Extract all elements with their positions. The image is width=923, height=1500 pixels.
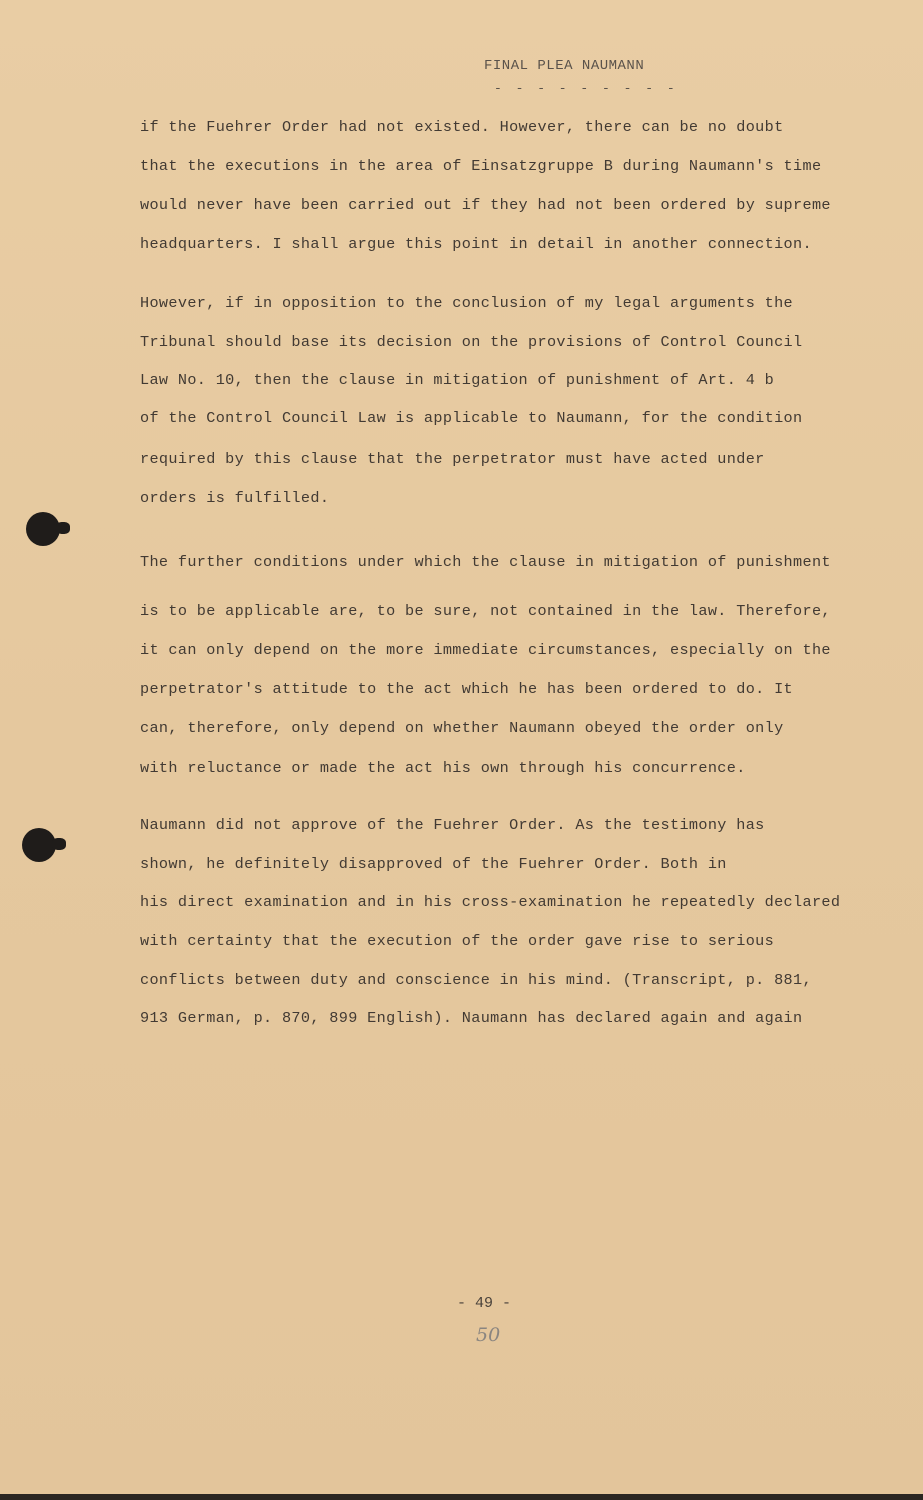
text-line: that the executions in the area of Einsatzgruppe B during Naumann's time [140, 157, 822, 175]
text-line: perpetrator's attitude to the act which he has been ordered to do. It [140, 680, 794, 698]
punch-hole-mark [22, 828, 56, 862]
text-line: Law No. 10, then the clause in mitigation of punishment of Art. 4 b [140, 371, 775, 389]
text-line: Naumann did not approve of the Fuehrer Order. As the testimony has [140, 816, 765, 834]
text-line: conflicts between duty and conscience in his mind. (Transcript, p. 881, [140, 971, 812, 989]
document-header: FINAL PLEA NAUMANN [484, 58, 645, 74]
text-line: 913 German, p. 870, 899 English). Naumann has declared again and again [140, 1009, 803, 1027]
text-line: with certainty that the execution of the order gave rise to serious [140, 932, 775, 950]
text-line: with reluctance or made the act his own through his concurrence. [140, 759, 746, 777]
text-line: However, if in opposition to the conclusion of my legal arguments the [140, 294, 794, 312]
text-line: of the Control Council Law is applicable to Naumann, for the condition [140, 409, 803, 427]
text-line: is to be applicable are, to be sure, not contained in the law. Therefore, [140, 602, 831, 620]
text-line: orders is fulfilled. [140, 489, 330, 507]
handwritten-page-number: 50 [476, 1324, 501, 1346]
scan-edge [0, 1494, 923, 1500]
punch-hole-mark [26, 512, 60, 546]
page-number: - 49 - [457, 1295, 512, 1312]
text-line: shown, he definitely disapproved of the Fuehrer Order. Both in [140, 855, 727, 873]
text-line: would never have been carried out if they had not been ordered by supreme [140, 196, 831, 214]
text-line: it can only depend on the more immediate circumstances, especially on the [140, 641, 831, 659]
text-line: Tribunal should base its decision on the provisions of Control Council [140, 333, 803, 351]
text-line: required by this clause that the perpetrator must have acted under [140, 450, 765, 468]
text-line: his direct examination and in his cross-examination he repeatedly declared [140, 893, 841, 911]
text-line: if the Fuehrer Order had not existed. However, there can be no doubt [140, 118, 784, 136]
text-line: can, therefore, only depend on whether Naumann obeyed the order only [140, 719, 784, 737]
header-underline: - - - - - - - - - [494, 81, 678, 96]
text-line: The further conditions under which the clause in mitigation of punishment [140, 553, 831, 571]
text-line: headquarters. I shall argue this point in detail in another connection. [140, 235, 812, 253]
